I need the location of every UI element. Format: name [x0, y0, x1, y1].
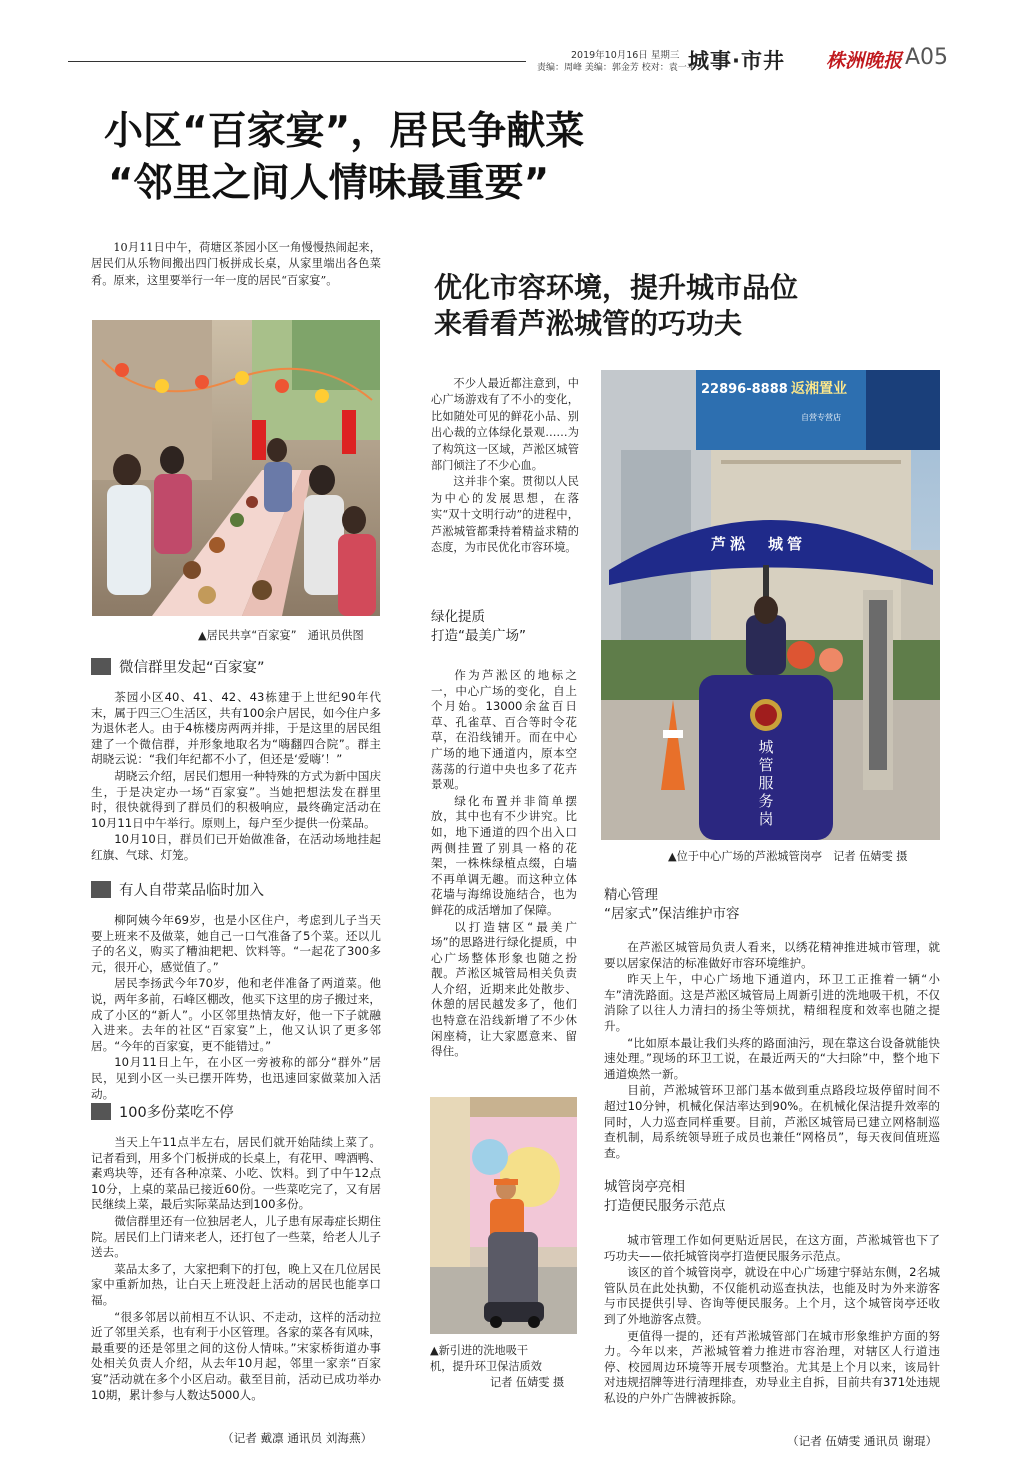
paragraph: 绿化布置并非简单摆放，其中也有不少讲究。比如，地下通道的四个出入口两侧挂置了别具一格的花架，一株株绿植点缀，白墙不再单调无趣。而这种立体花墙与海绵设施结合，也为鲜花的成活增加了保障。: [431, 793, 577, 917]
paragraph: 柳阿姨今年69岁，也是小区住户，考虑到儿子当天要上班来不及做菜，她自己一口气准备了5个菜。还以儿子的名义，购买了糟油耙耙、饮料等。“一起花了300多元，很开心，感觉值了。”: [91, 913, 381, 974]
section-heading-dishes: [91, 1101, 234, 1122]
section-heading-text: 微信群里发起“百家宴”: [119, 660, 265, 676]
right-headline-line1: 优化市容环境，提升城市品位: [434, 271, 799, 304]
umbrella-text: 芦淞 城管: [711, 535, 807, 553]
right-headline: [434, 270, 954, 342]
section-marker: [91, 1103, 111, 1120]
paragraph: 目前，芦淞城管环卫部门基本做到重点路段垃圾停留时间不超过10分钟，机械化保洁率达到90%。在机械化保洁提升效率的同时，人力巡查同样重要。目前，芦淞区城管局已建立网格制巡查机制，局系统领导班子成员也兼任“网格员”，每天夜间值班巡查。: [604, 1083, 940, 1160]
paragraph: 10月10日，群员们已开始做准备，在活动场地挂起红旗、气球、灯笼。: [91, 832, 381, 862]
banquet-photo-caption: ▲居民共享“百家宴” 通讯员供图: [198, 629, 364, 642]
section-marker: [91, 658, 111, 675]
kiosk-subhead: [604, 1178, 726, 1216]
paragraph: 10月11日上午，在小区一旁被称的部分“群外”居民，见到小区一头已摆开阵势，也迅速回家做菜加入活动。: [91, 1055, 381, 1101]
left-lead: 10月11日中午，荷塘区茶园小区一角慢慢热闹起来，居民们从乐物间搬出四门板拼成长桌，从家里端出各色菜肴。原来，这里要举行一年一度的居民“百家宴”。: [91, 241, 381, 287]
paragraph: 更值得一提的，还有芦淞城管部门在城市形象维护方面的努力。今年以来，芦淞城管着力推进市容治理，对辖区人行道违停、校园周边环境等开展专项整治。尤其是上个月以来，该局针对违规招牌等进行清理排查，劝导业主自拆，目前共有371处违规私设的户外广告牌被拆除。: [604, 1328, 940, 1405]
paragraph: 胡晓云介绍，居民们想用一种特殊的方式为新中国庆生，于是决定办一场“百家宴”。当她把想法发在群里时，很快就得到了群员们的积极响应，最终确定活动在10月11日中午举行。原则上，每户至少提供一份菜品。: [91, 768, 381, 830]
paragraph: 在芦淞区城管局负责人看来，以绣花精神推进城市管理，就要以居家保洁的标准做好市容环境维护。: [604, 940, 940, 970]
scrubber-caption-line2: 机，提升环卫保洁质效: [430, 1360, 542, 1373]
billboard-phone: 22896-8888: [701, 382, 788, 397]
fine-subhead-line2: “居家式”保洁维护市容: [604, 906, 740, 922]
fine-subhead: [604, 886, 740, 924]
scrubber-caption-line1: ▲新引进的洗地吸干: [430, 1344, 529, 1357]
paragraph: 这并非个案。贯彻以人民为中心的发展思想，在落实“双十文明行动”的进程中，芦淞城管都秉持着精益求精的态度，为市民优化市容环境。: [431, 475, 579, 555]
page-number: A05: [905, 45, 949, 70]
paragraph: 茶园小区40、41、42、43栋建于上世纪90年代末，属于四三〇生活区，共有100余户居民，如今住户多为退休老人。由于4栋楼房两两并排，于是这里的居民组建了一个微信群，并形象地取名为“嗨翻四合院”。群主胡晓云说：“我们年纪都不小了，但还是‘爱嗨’！”: [91, 690, 381, 767]
fine-subhead-line1: 精心管理: [604, 887, 658, 903]
section-name: 城事·市井: [688, 49, 785, 73]
paper-logo: 株洲晚报: [826, 50, 903, 72]
section-heading-wechat: [91, 656, 265, 677]
masthead-date: 2019年10月16日 星期三: [571, 50, 680, 61]
kiosk-subhead-line1: 城管岗亭亮相: [604, 1179, 685, 1195]
kiosk-subhead-line2: 打造便民服务示范点: [604, 1198, 726, 1214]
paragraph: 该区的首个城管岗亭，就设在中心广场建宁驿站东侧，2名城管队员在此处执勤，不仅能机动巡查执法，也能及时为外来游客与市民提供引导、咨询等便民服务。上个月，这个城管岗亭还收到了外地游客点赞。: [604, 1265, 940, 1326]
section-body-dishes: [91, 1135, 381, 1403]
paragraph: 城市管理工作如何更贴近居民，在这方面，芦淞城管也下了巧功夫——依托城管岗亭打造便民服务示范点。: [604, 1233, 940, 1263]
scrubber-caption-line3: 记者 伍婧雯 摄: [490, 1376, 565, 1389]
kiosk-photo: [601, 370, 940, 840]
green-subhead-line2: 打造“最美广场”: [431, 628, 526, 644]
kiosk-photo-caption: ▲位于中心广场的芦淞城管岗亭 记者 伍婧雯 摄: [668, 850, 908, 863]
kiosk-body: [604, 1233, 940, 1407]
billboard-sub: 自营专营店: [801, 413, 841, 422]
right-intro: [431, 376, 579, 556]
paragraph: 菜品太多了，大家把剩下的打包，晚上又在几位居民家中重新加热，让白天上班没赶上活动的居民也能享口福。: [91, 1261, 381, 1307]
paragraph: 微信群里还有一位独居老人，儿子患有尿毒症长期住院。居民们上门请来老人，还打包了一些菜，给老人儿子送去。: [91, 1213, 381, 1260]
paragraph: 居民李扬武今年70岁，他和老伴准备了两道菜。他说，两年多前，石峰区棚改，他买下这里的房子搬过来，成了小区的“新人”。小区邻里热情友好，他一下子就融入进来。去年的社区“百家宴”上，他又认识了更多邻居。“今年的百家宴，更不能错过。”: [91, 976, 381, 1053]
section-body-wechat: [91, 690, 381, 864]
masthead-rule: [68, 61, 526, 62]
paragraph: “很多邻居以前相互不认识、不走动，这样的活动拉近了邻里关系，也有利于小区管理。各家的菜各有风味，最重要的还是邻里之间的这份人情味。”宋家桥街道办事处相关负责人介绍，从去年10月起，邻里一家亲“百家宴”活动就在多个小区启动。截至目前，活动已成功举办10期，累计参与人数达5000人。: [91, 1309, 381, 1402]
scrubber-photo: [430, 1097, 577, 1334]
banquet-photo: [92, 320, 380, 616]
paragraph: 当天上午11点半左右，居民们就开始陆续上菜了。记者看到，用多个门板拼成的长桌上，有花甲、啤酒鸭、素鸡块等，还有各种凉菜、小吃、饮料。到了中午12点10分，上桌的菜品已接近60份。一些菜吃完了，又有居民继续上菜，最后实际菜品达到100多份。: [91, 1135, 381, 1212]
left-headline-line1: 小区“百家宴”，居民争献菜: [104, 109, 585, 154]
paragraph: 作为芦淞区的地标之一，中心广场的变化，自上个月始。13000余盆百日草、孔雀草、百合等时令花草，在沿线铺开。而在中心广场的地下通道内，原本空荡荡的行道中央也多了花卉景观。: [431, 668, 577, 792]
green-subhead-line1: 绿化提质: [431, 609, 485, 625]
green-body: [431, 668, 577, 1060]
billboard-shop: 返湘置业: [791, 381, 847, 397]
right-headline-line2: 来看看芦淞城管的巧功夫: [434, 307, 743, 340]
paragraph: 以打造辖区“最美广场”的思路进行绿化提质，中心广场整体形象也随之扮靓。芦淞区城管局相关负责人介绍，近期来此处散步、休憩的居民越发多了，他们也特意在沿线新增了不少休闲座椅，让大家愿意来、留得住。: [431, 919, 577, 1059]
masthead: [0, 0, 1031, 80]
left-headline-line2: “邻里之间人情味最重要”: [108, 161, 550, 206]
section-heading-text: 100多份菜吃不停: [119, 1105, 234, 1121]
right-byline: （记者 伍婧雯 通讯员 谢琨）: [787, 1434, 938, 1448]
left-headline: [104, 106, 744, 210]
paragraph: “比如原本最让我们头疼的路面油污，现在靠这台设备就能快速处理。”现场的环卫工说，在最近两天的“大扫除”中，整个地下通道焕然一新。: [604, 1035, 940, 1081]
section-heading-selfbring: [91, 879, 264, 900]
scrubber-photo-caption: [430, 1343, 580, 1391]
paragraph: 昨天上午，中心广场地下通道内，环卫工正推着一辆“小车”清洗路面。这是芦淞区城管局上周新引进的洗地吸干机，不仅消除了以往人力清扫的扬尘等烦扰，精细程度和效率也随之提升。: [604, 972, 940, 1033]
section-marker: [91, 881, 111, 898]
paragraph: 不少人最近都注意到，中心广场游戏有了不小的变化，比如随处可见的鲜花小品、别出心裁的立体绿化景观……为了构筑这一区域，芦淞区城管部门倾注了不少心血。: [431, 377, 579, 473]
kiosk-text: 城管服务岗: [758, 738, 774, 828]
section-body-selfbring: [91, 913, 381, 1102]
green-subhead: [431, 608, 526, 646]
section-heading-text: 有人自带菜品临时加入: [119, 883, 264, 899]
masthead-editors: 责编：周峰 美编：郭金芳 校对：袁一平: [537, 63, 696, 73]
left-byline: （记者 戴凛 通讯员 刘海燕）: [222, 1431, 373, 1445]
fine-body: [604, 940, 940, 1161]
